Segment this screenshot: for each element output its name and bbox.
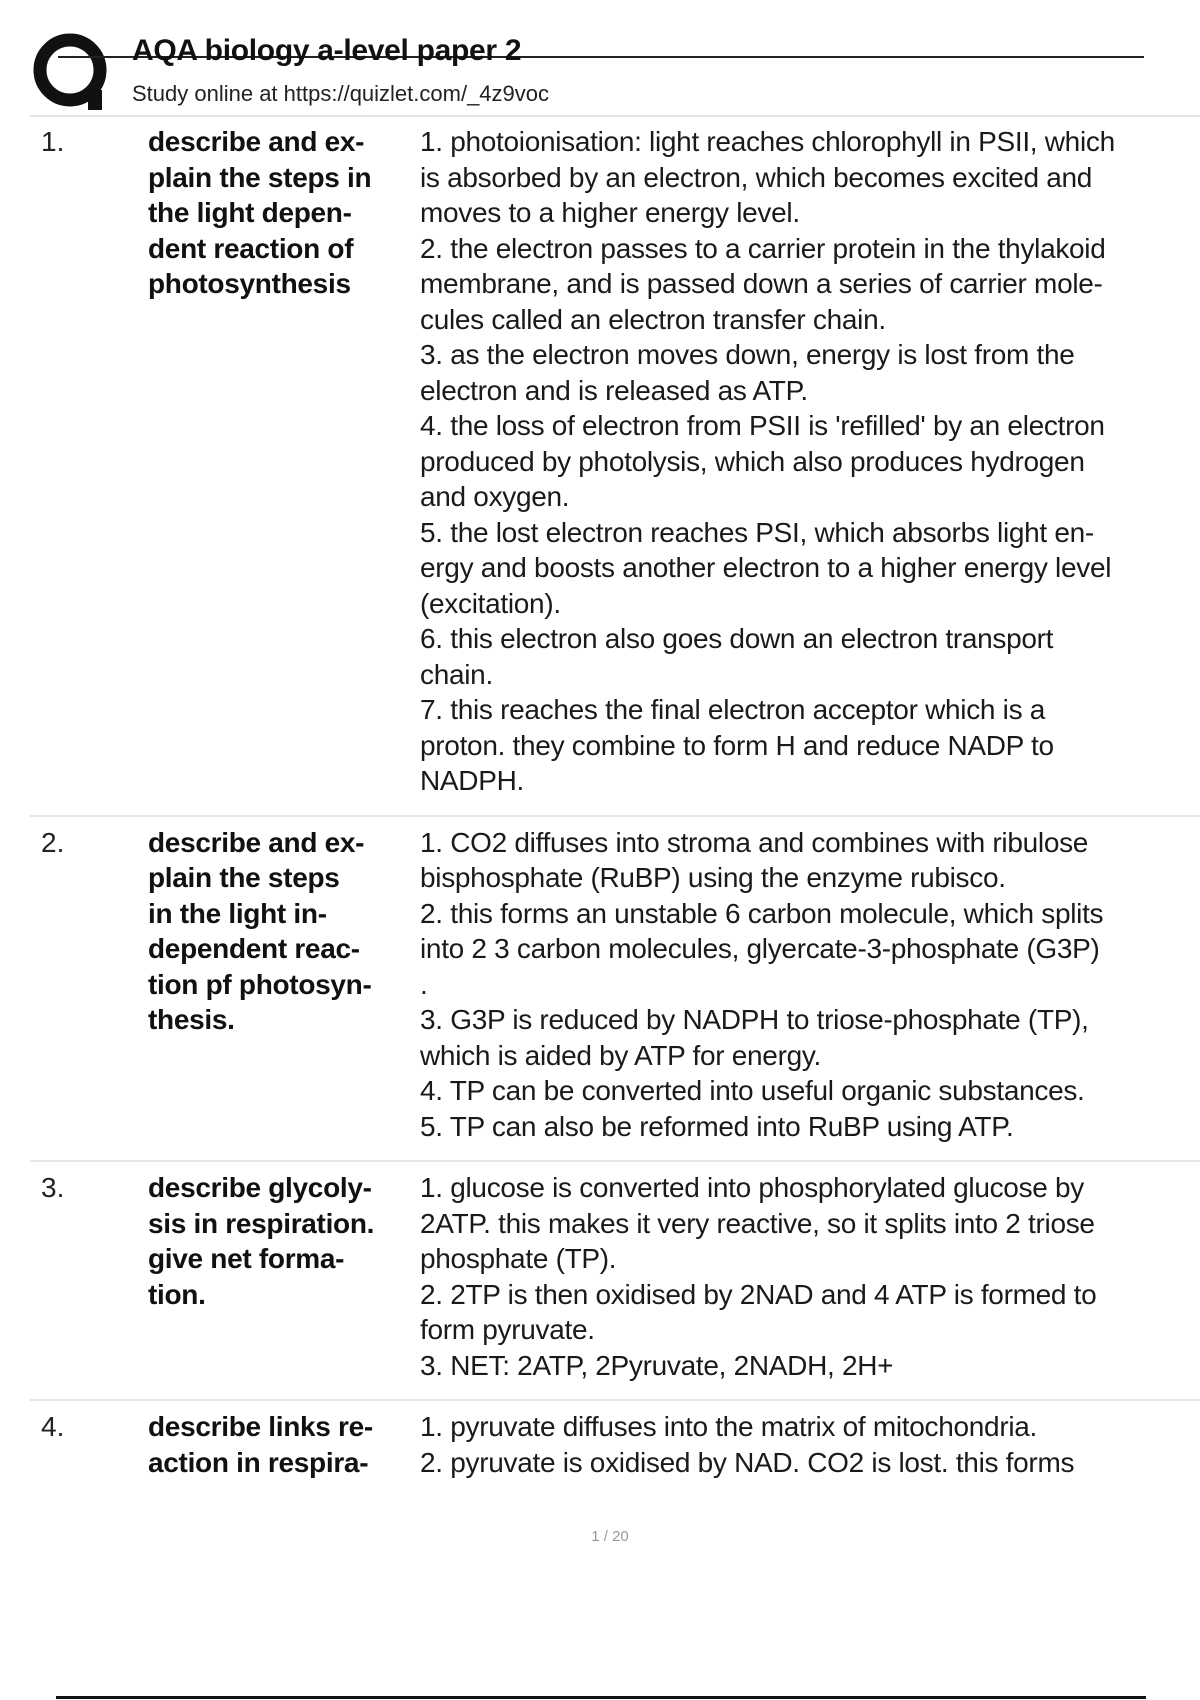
quizlet-logo-icon	[32, 32, 112, 112]
card-definition: 1. pyruvate diffuses into the matrix of mitochondria. 2. pyruvate is oxidised by NAD. CO2 is lost. this forms	[420, 1411, 1075, 1478]
card-definition: 1. photoionisation: light reaches chlorophyll in PSII, which is absorbed by an electron, which becomes excited and moves to a higher energy level. 2. the electron passes to a carrier protein in the thylakoid membrane, and is passed down a series of carrier mole- cules called an electron transfer chain. 3. as the electron moves down, energy is lost from the electron and is released as ATP. 4. the loss of electron from PSII is 'refilled' by an electron produced by photolysis, which also produces hydrogen and oxygen. 5. the lost electron reaches PSI, which absorbs light en- ergy and boosts another electron to a higher energy level (excitation). 6. this electron also goes down an electron transport chain. 7. this reaches the final electron acceptor which is a proton. they combine to form H and reduce NADP to NADPH.	[420, 126, 1115, 796]
card-definition: 1. glucose is converted into phosphorylated glucose by 2ATP. this makes it very reactive, so it splits into 2 triose phosphate (TP). 2. 2TP is then oxidised by 2NAD and 4 ATP is formed to form pyruvate. 3. NET: 2ATP, 2Pyruvate, 2NADH, 2H+	[420, 1172, 1097, 1381]
card-number: 3.	[41, 1172, 65, 1203]
card-number: 1.	[41, 126, 65, 157]
card-term: describe and ex- plain the steps in the light depen- dent reaction of photosynthesis	[148, 126, 372, 299]
card-number: 2.	[41, 826, 65, 858]
card-term: describe links re- action in respira-	[148, 1411, 373, 1478]
flashcard-row	[30, 116, 1200, 817]
document-title: AQA biology a-level paper 2	[132, 34, 522, 67]
flashcard-row	[30, 817, 1200, 1163]
flashcard-row	[30, 1401, 1200, 1496]
flashcard-row	[30, 1162, 1200, 1401]
footer-rule	[56, 1696, 1146, 1699]
page-indicator: 1 / 20	[591, 1528, 629, 1545]
document-subtitle: Study online at https://quizlet.com/_4z9voc	[132, 81, 550, 106]
flashcard-list	[0, 116, 1200, 1496]
card-term: describe and ex- plain the steps in the light in- dependent reac- tion pf photosyn- thesis.	[148, 826, 372, 1035]
card-term: describe glycoly- sis in respiration. give net forma- tion.	[148, 1172, 375, 1310]
card-number: 4.	[41, 1411, 65, 1442]
card-definition: 1. CO2 diffuses into stroma and combines with ribulose bisphosphate (RuBP) using the enzyme rubisco. 2. this forms an unstable 6 carbon molecule, which splits into 2 3 carbon molecules, glyercate-3-phosphate (G3P) . 3. G3P is reduced by NADPH to triose-phosphate (TP), which is aided by ATP for energy. 4. TP can be converted into useful organic substances. 5. TP can also be reformed into RuBP using ATP.	[420, 826, 1104, 1142]
